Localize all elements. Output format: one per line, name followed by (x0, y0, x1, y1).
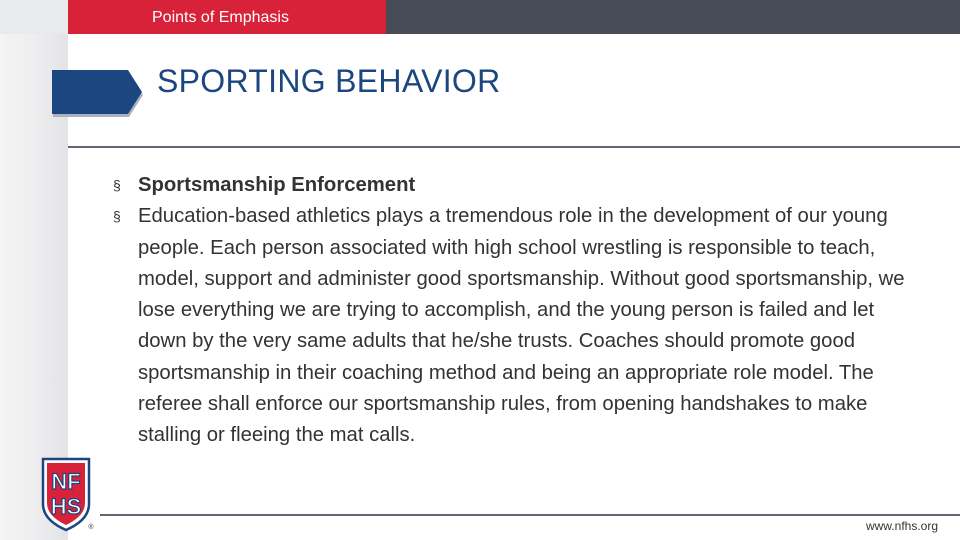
footer-divider-line (100, 514, 960, 516)
bullet-item (113, 201, 923, 451)
bullet-heading-text: Sportsmanship Enforcement (138, 174, 416, 196)
nfhs-shield-logo-icon (40, 456, 96, 532)
bullet-item (113, 170, 923, 201)
title-divider-line (68, 146, 960, 148)
square-bullet-icon: § (113, 208, 121, 225)
logo-top-letters: NF (51, 469, 81, 494)
title-chevron-arrow-icon (52, 68, 144, 118)
logo-bottom-letters: HS (50, 494, 82, 519)
slide-body (113, 170, 923, 452)
bullet-paragraph-text: Education-based athletics plays a tremendous role in the development of our young people. Each person associated with high school wrestling is responsible to teach, model, support and administer good sportsmanship. Without good sportsmanship, we lose everything we are trying to accomplish, and the young person is failed and let down by the very same adults that he/she trusts. Coaches should promote good sportsmanship in their coaching method and being an appropriate role model. The referee shall enforce our sportsmanship rules, from opening handshakes to make stalling or fleeing the mat calls. (138, 205, 905, 447)
slide-title: SPORTING BEHAVIOR (157, 63, 501, 99)
section-label: Points of Emphasis (152, 9, 289, 26)
footer-website-url: www.nfhs.org (865, 519, 938, 533)
top-banner-light-block (0, 0, 68, 34)
square-bullet-icon: § (113, 177, 121, 193)
registered-mark: ® (88, 524, 94, 531)
